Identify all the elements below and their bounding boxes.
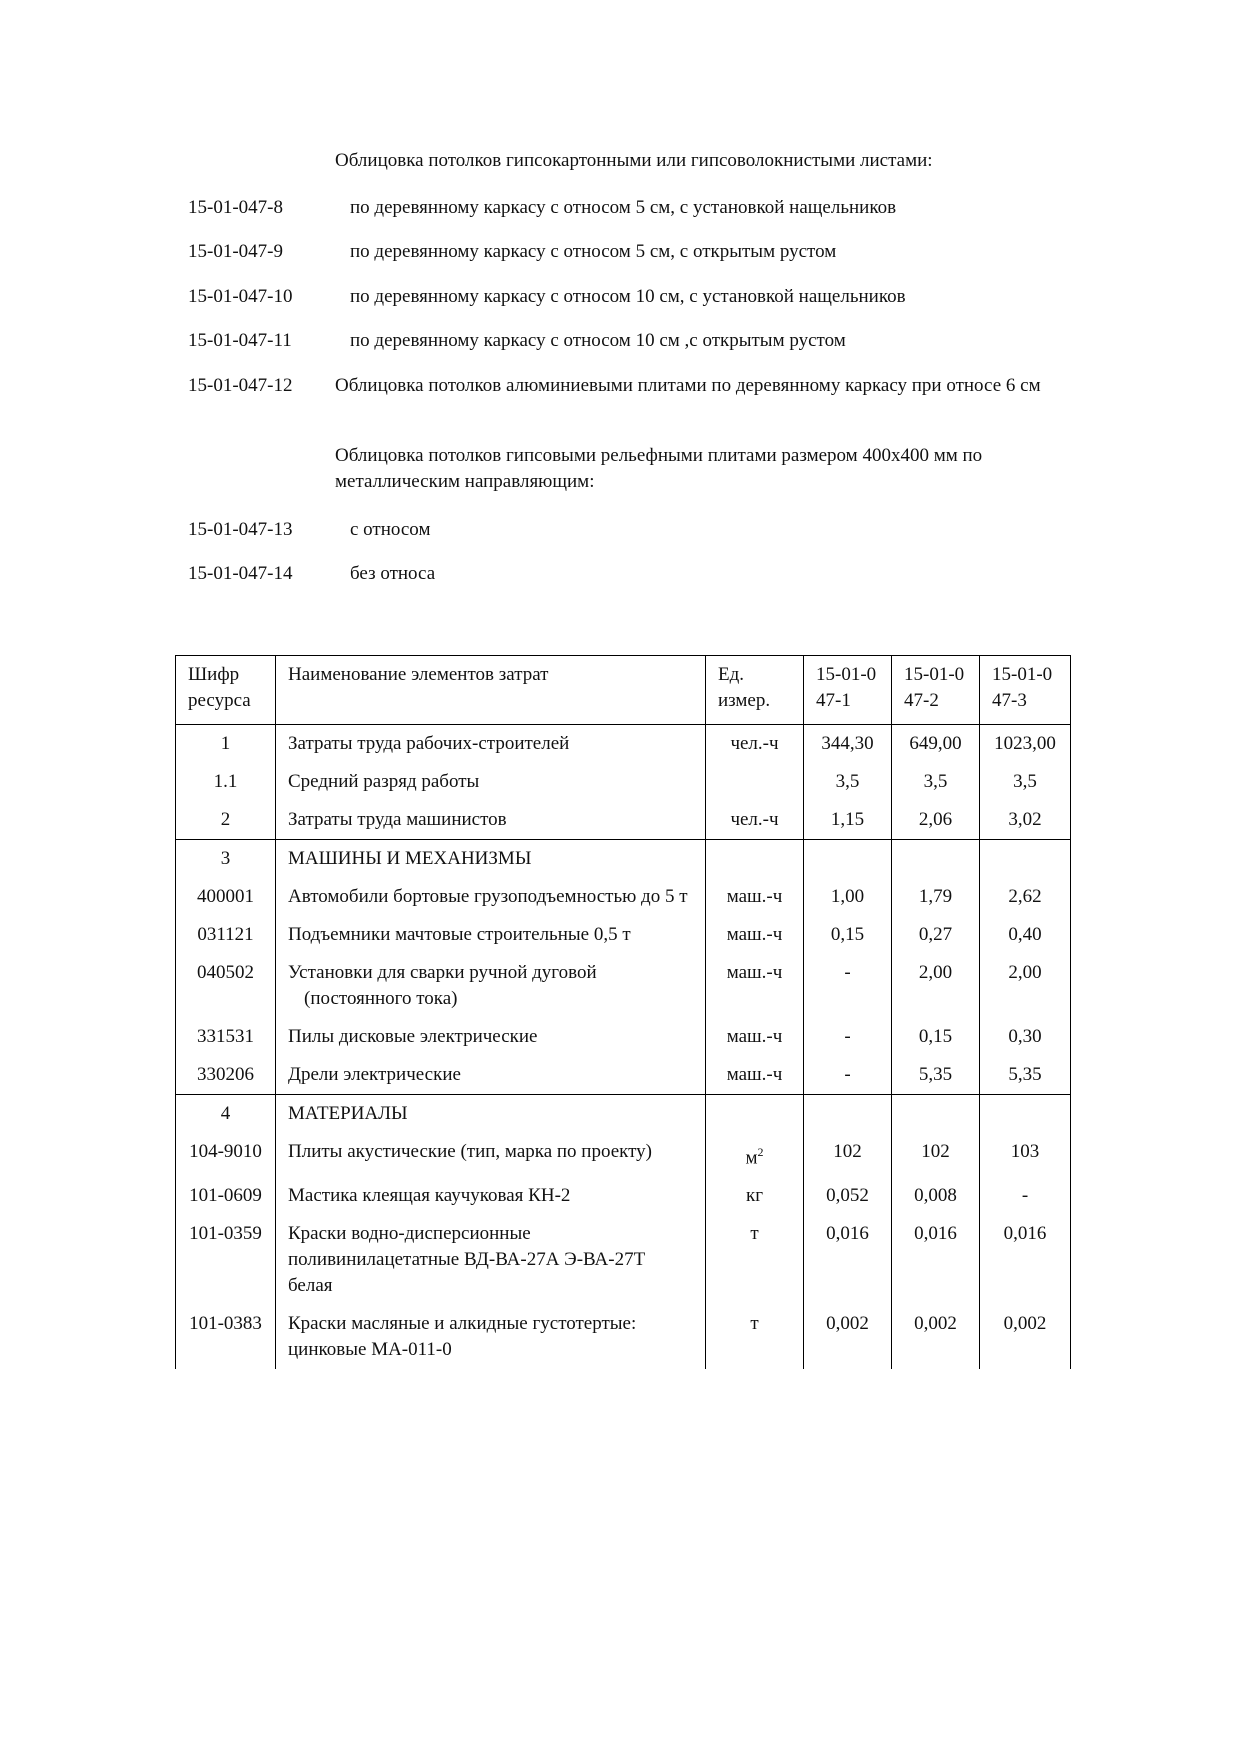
row-value-3 <box>980 1095 1071 1134</box>
row-name: Подъемники мачтовые строительные 0,5 т <box>276 916 706 954</box>
row-unit: чел.-ч <box>706 725 804 764</box>
row-unit <box>706 1095 804 1134</box>
row-name: Дрели электрические <box>276 1056 706 1095</box>
row-value-2: 2,06 <box>892 801 980 840</box>
row-value-3: 103 <box>980 1133 1071 1177</box>
table-row <box>176 878 1071 916</box>
row-value-2: 1,79 <box>892 878 980 916</box>
table-header-row <box>176 656 1071 725</box>
item-text: по деревянному каркасу с относом 5 см, с установкой нащельников <box>350 197 897 218</box>
item-code: 15-01-047-8 <box>188 197 283 218</box>
row-unit <box>706 840 804 879</box>
row-value-1: 102 <box>804 1133 892 1177</box>
unit-text: м <box>745 1147 758 1169</box>
row-name: Краски масляные и алкидные густотертые: цинковые МА-011-0 <box>276 1305 706 1369</box>
item-code: 15-01-047-14 <box>188 563 293 584</box>
row-value-1 <box>804 840 892 879</box>
row-name: Автомобили бортовые грузоподъемностью до 5 т <box>276 878 706 916</box>
row-code: 4 <box>176 1095 276 1134</box>
row-code: 101-0359 <box>176 1215 276 1305</box>
row-code: 1.1 <box>176 763 276 801</box>
table-row <box>176 763 1071 801</box>
row-value-1: - <box>804 1056 892 1095</box>
row-name: Плиты акустические (тип, марка по проекту) <box>276 1133 706 1177</box>
header-unit: Ед. измер. <box>706 656 804 725</box>
row-value-2: 0,15 <box>892 1018 980 1056</box>
row-value-3: 3,5 <box>980 763 1071 801</box>
row-value-1: 0,15 <box>804 916 892 954</box>
header-name: Наименование элементов затрат <box>276 656 706 725</box>
row-value-1: 0,052 <box>804 1177 892 1215</box>
header-code: Шифр ресурса <box>176 656 276 725</box>
row-unit: кг <box>706 1177 804 1215</box>
row-name: Мастика клеящая каучуковая КН-2 <box>276 1177 706 1215</box>
section-title: МАТЕРИАЛЫ <box>276 1095 706 1134</box>
row-value-3: 0,016 <box>980 1215 1071 1305</box>
resource-table <box>175 655 1071 1369</box>
row-name: Затраты труда машинистов <box>276 801 706 840</box>
header-col-3: 15-01-047-3 <box>980 656 1071 725</box>
table-row <box>176 1305 1071 1369</box>
row-value-2: 649,00 <box>892 725 980 764</box>
table-row <box>176 725 1071 764</box>
table-row <box>176 1177 1071 1215</box>
table-row <box>176 954 1071 1018</box>
row-unit: маш.-ч <box>706 878 804 916</box>
row-value-3: 0,40 <box>980 916 1071 954</box>
row-value-2: 102 <box>892 1133 980 1177</box>
row-value-1: 1,00 <box>804 878 892 916</box>
row-code: 3 <box>176 840 276 879</box>
row-code: 101-0383 <box>176 1305 276 1369</box>
row-value-2: 2,00 <box>892 954 980 1018</box>
row-name: Затраты труда рабочих-строителей <box>276 725 706 764</box>
row-code: 031121 <box>176 916 276 954</box>
row-value-2 <box>892 840 980 879</box>
section-heading-2: Облицовка потолков гипсовыми рельефными плитами размером 400х400 мм по металлическим направляющим: <box>335 445 983 492</box>
table-row <box>176 1133 1071 1177</box>
row-code: 101-0609 <box>176 1177 276 1215</box>
row-unit: т <box>706 1215 804 1305</box>
table-row <box>176 801 1071 840</box>
row-code: 1 <box>176 725 276 764</box>
row-value-1: 1,15 <box>804 801 892 840</box>
item-text: с относом <box>350 519 431 540</box>
item-code: 15-01-047-9 <box>188 241 283 262</box>
header-col-1: 15-01-047-1 <box>804 656 892 725</box>
table-row <box>176 1215 1071 1305</box>
row-value-1: 3,5 <box>804 763 892 801</box>
row-value-3: 2,62 <box>980 878 1071 916</box>
row-unit: маш.-ч <box>706 954 804 1018</box>
item-code: 15-01-047-12 <box>188 375 293 396</box>
row-unit: маш.-ч <box>706 1018 804 1056</box>
row-code: 2 <box>176 801 276 840</box>
row-value-2: 0,016 <box>892 1215 980 1305</box>
item-text: Облицовка потолков алюминиевыми плитами по деревянному каркасу при относе 6 см <box>335 375 1041 396</box>
section-title: МАШИНЫ И МЕХАНИЗМЫ <box>276 840 706 879</box>
row-value-1 <box>804 1095 892 1134</box>
row-unit: т <box>706 1305 804 1369</box>
table-row <box>176 1018 1071 1056</box>
row-value-1: 0,016 <box>804 1215 892 1305</box>
row-code: 330206 <box>176 1056 276 1095</box>
row-code: 331531 <box>176 1018 276 1056</box>
row-unit: маш.-ч <box>706 1056 804 1095</box>
row-name: Средний разряд работы <box>276 763 706 801</box>
row-value-1: - <box>804 1018 892 1056</box>
table-section-row <box>176 1095 1071 1134</box>
row-unit <box>706 763 804 801</box>
table-row <box>176 916 1071 954</box>
row-unit: чел.-ч <box>706 801 804 840</box>
table-section-row <box>176 840 1071 879</box>
item-text: по деревянному каркасу с относом 10 см, с установкой нащельников <box>350 286 906 307</box>
row-value-1: 0,002 <box>804 1305 892 1369</box>
row-unit: маш.-ч <box>706 916 804 954</box>
header-col-2: 15-01-047-2 <box>892 656 980 725</box>
row-name: Краски водно-дисперсионные поливинилацетатные ВД-ВА-27А Э-ВА-27Т белая <box>276 1215 706 1305</box>
row-code: 104-9010 <box>176 1133 276 1177</box>
unit-superscript: 2 <box>757 1145 764 1159</box>
row-value-2: 0,008 <box>892 1177 980 1215</box>
row-value-3: 3,02 <box>980 801 1071 840</box>
item-code: 15-01-047-11 <box>188 330 292 351</box>
item-text: без относа <box>350 563 436 584</box>
row-code: 400001 <box>176 878 276 916</box>
item-text: по деревянному каркасу с относом 10 см ,с открытым рустом <box>350 330 846 351</box>
row-code: 040502 <box>176 954 276 1018</box>
row-value-2: 5,35 <box>892 1056 980 1095</box>
row-name: Установки для сварки ручной дуговой (постоянного тока) <box>276 954 706 1018</box>
row-value-1: 344,30 <box>804 725 892 764</box>
table-row <box>176 1056 1071 1095</box>
item-text: по деревянному каркасу с относом 5 см, с открытым рустом <box>350 241 837 262</box>
row-value-3: 2,00 <box>980 954 1071 1018</box>
row-value-2: 0,27 <box>892 916 980 954</box>
row-value-3: - <box>980 1177 1071 1215</box>
row-value-2: 3,5 <box>892 763 980 801</box>
row-value-3: 5,35 <box>980 1056 1071 1095</box>
row-value-3: 1023,00 <box>980 725 1071 764</box>
row-value-2: 0,002 <box>892 1305 980 1369</box>
item-code: 15-01-047-10 <box>188 286 293 307</box>
row-unit <box>706 1133 804 1177</box>
row-value-3: 0,30 <box>980 1018 1071 1056</box>
section-heading: Облицовка потолков гипсокартонными или гипсоволокнистыми листами: <box>335 150 933 171</box>
row-value-3 <box>980 840 1071 879</box>
row-name: Пилы дисковые электрические <box>276 1018 706 1056</box>
row-value-2 <box>892 1095 980 1134</box>
row-value-3: 0,002 <box>980 1305 1071 1369</box>
row-value-1: - <box>804 954 892 1018</box>
item-code: 15-01-047-13 <box>188 519 293 540</box>
